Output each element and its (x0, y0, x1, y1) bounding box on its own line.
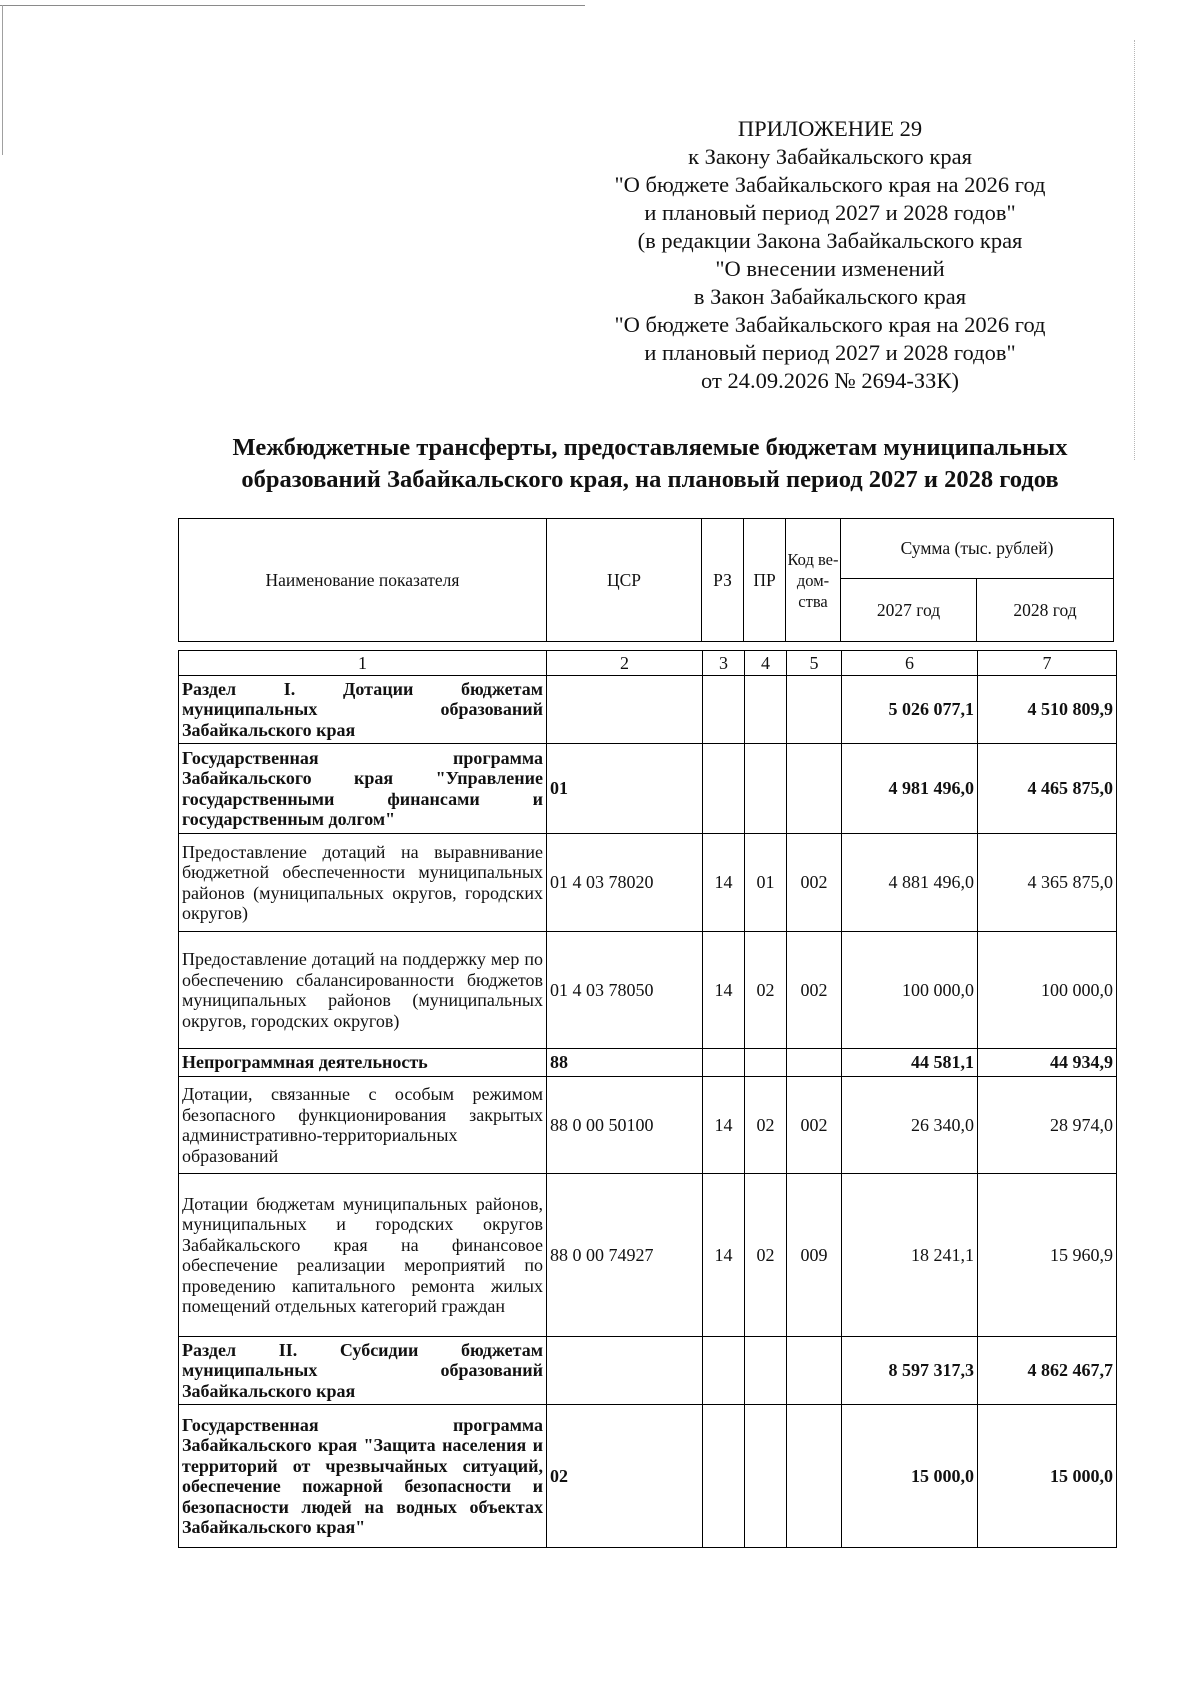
title-line: образований Забайкальского края, на плановый период 2027 и 2028 годов (241, 466, 1059, 493)
table-row (179, 1077, 1117, 1174)
header-csr: ЦСР (547, 519, 702, 642)
row-name: Государственная программа Забайкальского края "Управление государственными финансами и государственным долгом" (179, 744, 547, 834)
row-code (787, 1405, 842, 1548)
column-number: 3 (703, 651, 745, 676)
row-pr: 02 (745, 1174, 787, 1337)
header-rz: РЗ (702, 519, 744, 642)
row-csr: 88 0 00 50100 (547, 1077, 703, 1174)
row-rz (703, 1405, 745, 1548)
row-pr (745, 1337, 787, 1405)
row-pr: 02 (745, 932, 787, 1049)
row-csr: 01 (547, 744, 703, 834)
row-code (787, 744, 842, 834)
row-name: Дотации, связанные с особым режимом безопасного функционирования закрытых административно-территориальных образований (179, 1077, 547, 1174)
row-code: 009 (787, 1174, 842, 1337)
row-2028: 4 465 875,0 (978, 744, 1117, 834)
row-pr (745, 1049, 787, 1077)
header-pr: ПР (744, 519, 786, 642)
header-2028: 2028 год (977, 579, 1114, 642)
row-2028: 28 974,0 (978, 1077, 1117, 1174)
row-rz: 14 (703, 1174, 745, 1337)
table-header (178, 518, 1114, 642)
row-2027: 5 026 077,1 (842, 676, 978, 744)
column-number: 6 (842, 651, 978, 676)
row-2028: 4 365 875,0 (978, 834, 1117, 932)
row-code (787, 1049, 842, 1077)
row-code: 002 (787, 932, 842, 1049)
row-rz: 14 (703, 834, 745, 932)
row-name: Предоставление дотаций на выравнивание бюджетной обеспеченности муниципальных районов (муниципальных округов, городских округов) (179, 834, 547, 932)
table-row (179, 932, 1117, 1049)
row-name: Раздел I. Дотации бюджетам муниципальных образований Забайкальского края (179, 676, 547, 744)
scan-edge-top (0, 5, 585, 6)
document-title (160, 432, 1140, 496)
row-csr: 02 (547, 1405, 703, 1548)
header-line: и плановый период 2027 и 2028 годов" (644, 340, 1016, 365)
header-line: "О внесении изменений (715, 256, 945, 281)
header-line: ПРИЛОЖЕНИЕ 29 (737, 116, 923, 141)
row-pr (745, 1405, 787, 1548)
table-row (179, 676, 1117, 744)
table-row (179, 744, 1117, 834)
scan-edge-right (1134, 40, 1135, 460)
column-number: 7 (978, 651, 1117, 676)
row-name: Непрограммная деятельность (179, 1049, 547, 1077)
row-2028: 100 000,0 (978, 932, 1117, 1049)
column-number: 2 (547, 651, 703, 676)
table-row (179, 1174, 1117, 1337)
table-row (179, 1049, 1117, 1077)
row-csr (547, 1337, 703, 1405)
row-2027: 8 597 317,3 (842, 1337, 978, 1405)
header-line: (в редакции Закона Забайкальского края (637, 228, 1023, 253)
row-code (787, 676, 842, 744)
row-code: 002 (787, 1077, 842, 1174)
row-rz (703, 1049, 745, 1077)
title-line: Межбюджетные трансферты, предоставляемые бюджетам муниципальных (232, 434, 1068, 461)
row-2028: 4 862 467,7 (978, 1337, 1117, 1405)
header-department-code: Код ве-дом-ства (786, 519, 841, 642)
table-row (179, 834, 1117, 932)
column-number: 4 (745, 651, 787, 676)
row-csr: 01 4 03 78050 (547, 932, 703, 1049)
row-name: Дотации бюджетам муниципальных районов, муниципальных и городских округов Забайкальского края на финансовое обеспечение реализации мероприятий по проведению капитального ремонта жилых помещений отдельных категорий граждан (179, 1174, 547, 1337)
header-name: Наименование показателя (179, 519, 547, 642)
row-rz: 14 (703, 932, 745, 1049)
row-2027: 4 881 496,0 (842, 834, 978, 932)
row-2028: 44 934,9 (978, 1049, 1117, 1077)
header-line: от 24.09.2026 № 2694-ЗЗК) (701, 368, 959, 393)
row-name: Государственная программа Забайкальского края "Защита населения и территорий от чрезвычайных ситуаций, обеспечение пожарной безопасности и безопасности людей на водных объектах Забайкальского края" (179, 1405, 547, 1548)
row-2028: 15 000,0 (978, 1405, 1117, 1548)
row-name: Раздел II. Субсидии бюджетам муниципальных образований Забайкальского края (179, 1337, 547, 1405)
row-csr: 01 4 03 78020 (547, 834, 703, 932)
header-line: и плановый период 2027 и 2028 годов" (644, 200, 1016, 225)
row-2027: 44 581,1 (842, 1049, 978, 1077)
row-2027: 18 241,1 (842, 1174, 978, 1337)
header-sum: Сумма (тыс. рублей) (841, 519, 1114, 579)
row-2027: 15 000,0 (842, 1405, 978, 1548)
row-code (787, 1337, 842, 1405)
row-2027: 4 981 496,0 (842, 744, 978, 834)
row-pr (745, 744, 787, 834)
row-csr: 88 0 00 74927 (547, 1174, 703, 1337)
header-line: в Закон Забайкальского края (693, 284, 967, 309)
row-csr (547, 676, 703, 744)
row-rz: 14 (703, 1077, 745, 1174)
table-row (179, 1405, 1117, 1548)
table-row (179, 1337, 1117, 1405)
row-2027: 100 000,0 (842, 932, 978, 1049)
header-line: "О бюджете Забайкальского края на 2026 год (614, 312, 1046, 337)
row-csr: 88 (547, 1049, 703, 1077)
row-pr (745, 676, 787, 744)
row-pr: 02 (745, 1077, 787, 1174)
header-2027: 2027 год (841, 579, 977, 642)
budget-table (178, 650, 1117, 1548)
header-line: "О бюджете Забайкальского края на 2026 год (614, 172, 1046, 197)
row-rz (703, 676, 745, 744)
row-2027: 26 340,0 (842, 1077, 978, 1174)
row-name: Предоставление дотаций на поддержку мер по обеспечению сбалансированности бюджетов муниципальных районов (муниципальных округов, городских округов) (179, 932, 547, 1049)
scan-edge-left (2, 5, 3, 155)
row-2028: 4 510 809,9 (978, 676, 1117, 744)
appendix-header (560, 115, 1100, 395)
row-code: 002 (787, 834, 842, 932)
header-line: к Закону Забайкальского края (688, 144, 972, 169)
row-rz (703, 744, 745, 834)
column-number: 5 (787, 651, 842, 676)
row-2028: 15 960,9 (978, 1174, 1117, 1337)
column-number-row (179, 651, 1117, 676)
row-pr: 01 (745, 834, 787, 932)
column-number: 1 (179, 651, 547, 676)
row-rz (703, 1337, 745, 1405)
